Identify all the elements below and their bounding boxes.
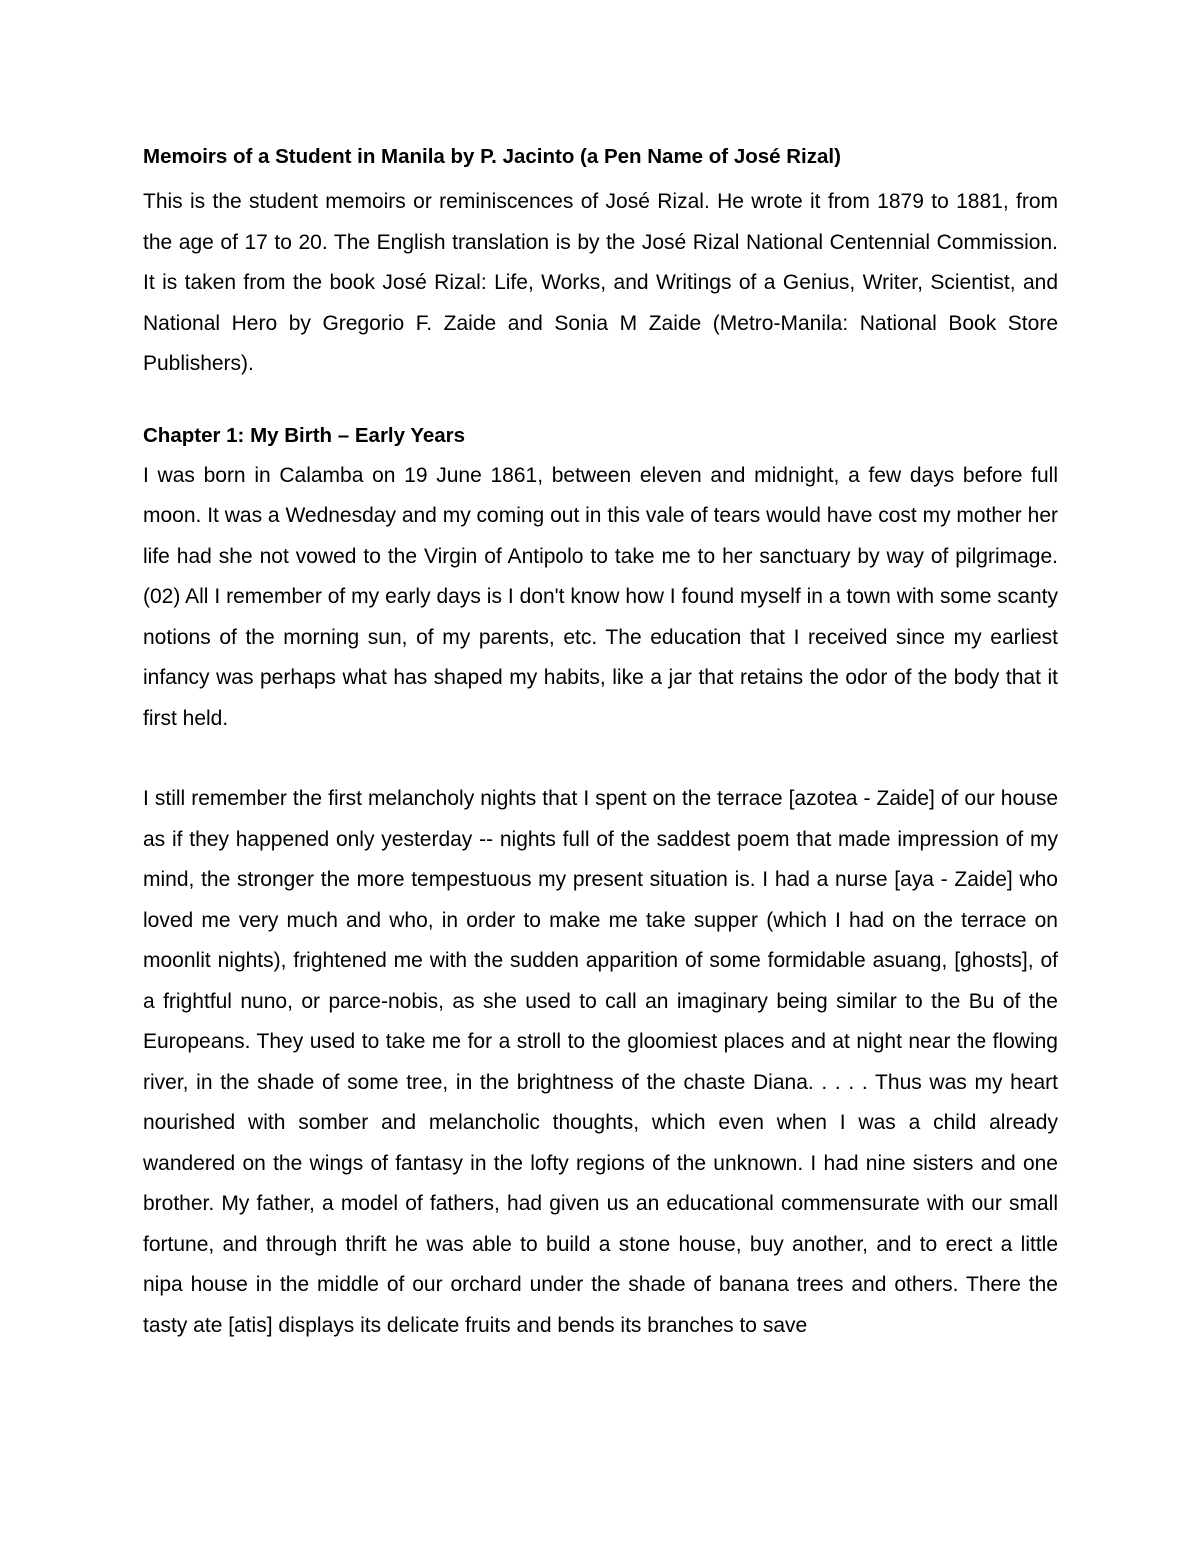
chapter-paragraph-2: I still remember the first melancholy nights that I spent on the terrace [azotea - Zaide] of our house as if they happened only yesterday -- nights full of the saddest poem that made impression of my mind, the stronger the more tempestuous my present situation is. I had a nurse [aya - Zaide] who loved me very much and who, in order to make me take supper (which I had on the terrace on moonlit nights), frightened me with the sudden apparition of some formidable asuang, [ghosts], of a frightful nuno, or parce-nobis, as she used to call an imaginary being similar to the Bu of the Europeans. They used to take me for a stroll to the gloomiest places and at night near the flowing river, in the shade of some tree, in the brightness of the chaste Diana. . . . . Thus was my heart nourished with somber and melancholic thoughts, which even when I was a child already wandered on the wings of fantasy in the lofty regions of the unknown. I had nine sisters and one brother. My father, a model of fathers, had given us an educational commensurate with our small fortune, and through thrift he was able to build a stone house, buy another, and to erect a little nipa house in the middle of our orchard under the shade of banana trees and others. There the tasty ate [atis] displays its delicate fruits and bends its branches to save	[143, 787, 1058, 1337]
chapter-paragraph-1: I was born in Calamba on 19 June 1861, between eleven and midnight, a few days before full moon. It was a Wednesday and my coming out in this vale of tears would have cost my mother her life had she not vowed to the Virgin of Antipolo to take me to her sanctuary by way of pilgrimage. (02) All I remember of my early days is I don't know how I found myself in a town with some scanty notions of the morning sun, of my parents, etc. The education that I received since my earliest infancy was perhaps what has shaped my habits, like a jar that retains the odor of the body that it first held.	[143, 463, 1058, 730]
document-title: Memoirs of a Student in Manila by P. Jacinto (a Pen Name of José Rizal)	[143, 145, 841, 168]
document-page	[143, 137, 1058, 1346]
intro-paragraph: This is the student memoirs or reminiscences of José Rizal. He wrote it from 1879 to 1881, from the age of 17 to 20. The English translation is by the José Rizal National Centennial Commission. It is taken from the book José Rizal: Life, Works, and Writings of a Genius, Writer, Scientist, and National Hero by Gregorio F. Zaide and Sonia M Zaide (Metro-Manila: National Book Store Publishers).	[143, 190, 1058, 375]
chapter-heading: Chapter 1: My Birth – Early Years	[143, 423, 466, 447]
